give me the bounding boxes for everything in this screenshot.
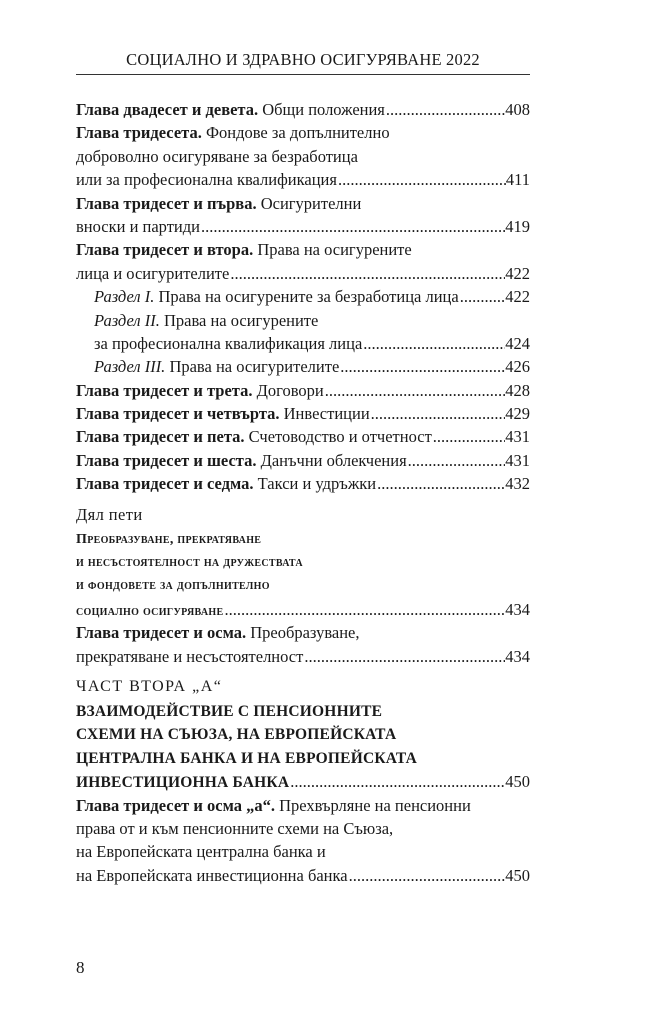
page-ref: 428 [505,380,530,400]
chapter-title: Глава тридесет и първа. [76,193,257,213]
section-subject: за професионална квалификация лица [94,333,363,353]
chapter-subject: Преобразуване, [246,623,360,643]
toc-entry-part-five[interactable] [76,598,530,621]
toc-entry-ch30-line1[interactable] [76,121,530,144]
part-five-title-line3: и фондовете за допълнително [76,578,270,594]
chapter-subject: Фондове за допълнително [201,123,390,143]
section-title: Раздел II. [94,310,160,330]
dot-leader [370,402,506,425]
toc-entry-ch31-line1[interactable] [76,192,530,215]
dot-leader [200,215,505,238]
chapter-title: Глава тридесет и осма „а“. [76,795,275,815]
section-title: Раздел III. [94,357,166,377]
toc-entry-ch38a-line3: на Европейската централна банка и [76,842,326,862]
section-subject: Права на осигурените [159,310,319,330]
toc-entry-ch38a-line4[interactable] [76,864,530,887]
chapter-subject: прекратяване и несъстоятелност [76,646,304,666]
toc-entry-ch30-line2: доброволно осигуряване за безработица [76,146,358,166]
page-ref: 429 [505,404,530,424]
chapter-subject: Данъчни облекчения [256,450,407,470]
chapter-subject: Такси и удръжки [253,474,377,494]
toc-entry-ch32-line2[interactable] [76,262,530,285]
toc-entry-ch30-line3[interactable] [76,168,530,191]
running-header: СОЦИАЛНО И ЗДРАВНО ОСИГУРЯВАНЕ 2022 [126,50,480,69]
page-ref: 426 [505,357,530,377]
page-ref: 431 [505,450,530,470]
toc-entry-section-2-line1[interactable] [76,309,530,332]
toc-entry-ch32-line1[interactable] [76,238,530,261]
chapter-subject: лица и осигурителите [76,263,230,283]
table-of-contents [76,98,530,887]
chapter-subject: вноски и партиди [76,216,200,236]
toc-entry-ch38a-line2: права от и към пенсионните схеми на Съюза, [76,818,394,838]
part-two-a-title-line1: ВЗАИМОДЕЙСТВИЕ С ПЕНСИОННИТЕ [76,702,383,720]
chapter-subject: Договори [252,380,324,400]
dot-leader [385,98,505,121]
chapter-title: Глава тридесет и трета. [76,380,253,400]
page-number: 8 [76,958,85,977]
dot-leader [303,645,505,668]
chapter-title: Глава тридесет и пета. [76,427,245,447]
dot-leader [337,168,506,191]
chapter-title: Глава тридесета. [76,123,202,143]
page-ref: 432 [505,474,530,494]
dot-leader [348,864,506,887]
page-ref: 450 [505,865,530,885]
dot-leader [324,379,506,402]
toc-entry-section-3[interactable] [76,355,530,378]
dot-leader [289,770,505,793]
toc-entry-ch34[interactable] [76,402,530,425]
toc-entry-ch33[interactable] [76,379,530,402]
toc-entry-ch36[interactable] [76,449,530,472]
header-rule [76,74,530,75]
dot-leader [459,285,506,308]
section-subject: Права на осигурителите [165,357,340,377]
chapter-title: Глава тридесет и шеста. [76,450,257,470]
dot-leader [407,449,506,472]
toc-entry-ch37[interactable] [76,472,530,495]
toc-entry-ch31-line2[interactable] [76,215,530,238]
page-ref: 408 [505,100,530,119]
toc-entry-ch38a-line1[interactable] [76,794,530,817]
chapter-subject: Общи положения [258,100,385,119]
chapter-title: Глава тридесет и седма. [76,474,254,494]
chapter-subject: Права на осигурените [253,240,412,260]
chapter-subject: Инвестиции [279,404,370,424]
part-two-a-title-line3: ЦЕНТРАЛНА БАНКА И НА ЕВРОПЕЙСКАТА [76,749,417,767]
section-title: Раздел I. [94,287,155,307]
dot-leader [432,425,505,448]
toc-entry-ch38-line2[interactable] [76,645,530,668]
part-two-a-title-line2: СХЕМИ НА СЪЮЗА, НА ЕВРОПЕЙСКАТА [76,726,397,744]
page-ref: 422 [505,263,530,283]
page-ref: 434 [505,599,530,619]
chapter-subject: Осигурителни [256,193,362,213]
part-five-label: Дял пети [76,504,143,524]
toc-entry-ch29[interactable] [76,98,530,121]
chapter-subject: на Европейската инвестиционна банка [76,865,348,885]
chapter-subject: Счетоводство и отчетност [244,427,432,447]
part-five-title-line2: и несъстоятелност на дружествата [76,555,303,571]
dot-leader [229,262,505,285]
page-ref: 424 [505,333,530,353]
part-five-title-line4: социално осигуряване [76,603,224,619]
part-two-a-title-line4: ИНВЕСТИЦИОННА БАНКА [76,774,290,792]
chapter-subject: Прехвърляне на пенсионни [274,795,471,815]
chapter-title: Глава двадесет и девета. [76,100,259,119]
section-subject: Права на осигурените за безработица лица [154,287,459,307]
toc-entry-section-1[interactable] [76,285,530,308]
toc-entry-ch38-line1[interactable] [76,621,530,644]
page-ref: 422 [505,287,530,307]
page-ref: 434 [505,646,530,666]
page-ref: 411 [505,170,530,190]
chapter-subject: или за професионална квалификация [76,170,337,190]
dot-leader [362,332,505,355]
dot-leader [339,355,505,378]
part-two-a-label: ЧАСТ ВТОРА „А“ [76,677,223,695]
toc-entry-section-2-line2[interactable] [76,332,530,355]
chapter-title: Глава тридесет и втора. [76,240,254,260]
chapter-title: Глава тридесет и осма. [76,623,247,643]
dot-leader [223,598,505,621]
toc-entry-part-two-a[interactable] [76,770,530,793]
dot-leader [376,472,505,495]
part-five-title-line1: Преобразуване, прекратяване [76,531,262,547]
toc-entry-ch35[interactable] [76,425,530,448]
page-ref: 419 [505,216,530,236]
page-ref: 431 [505,427,530,447]
chapter-title: Глава тридесет и четвърта. [76,404,280,424]
page-ref: 450 [505,772,530,792]
